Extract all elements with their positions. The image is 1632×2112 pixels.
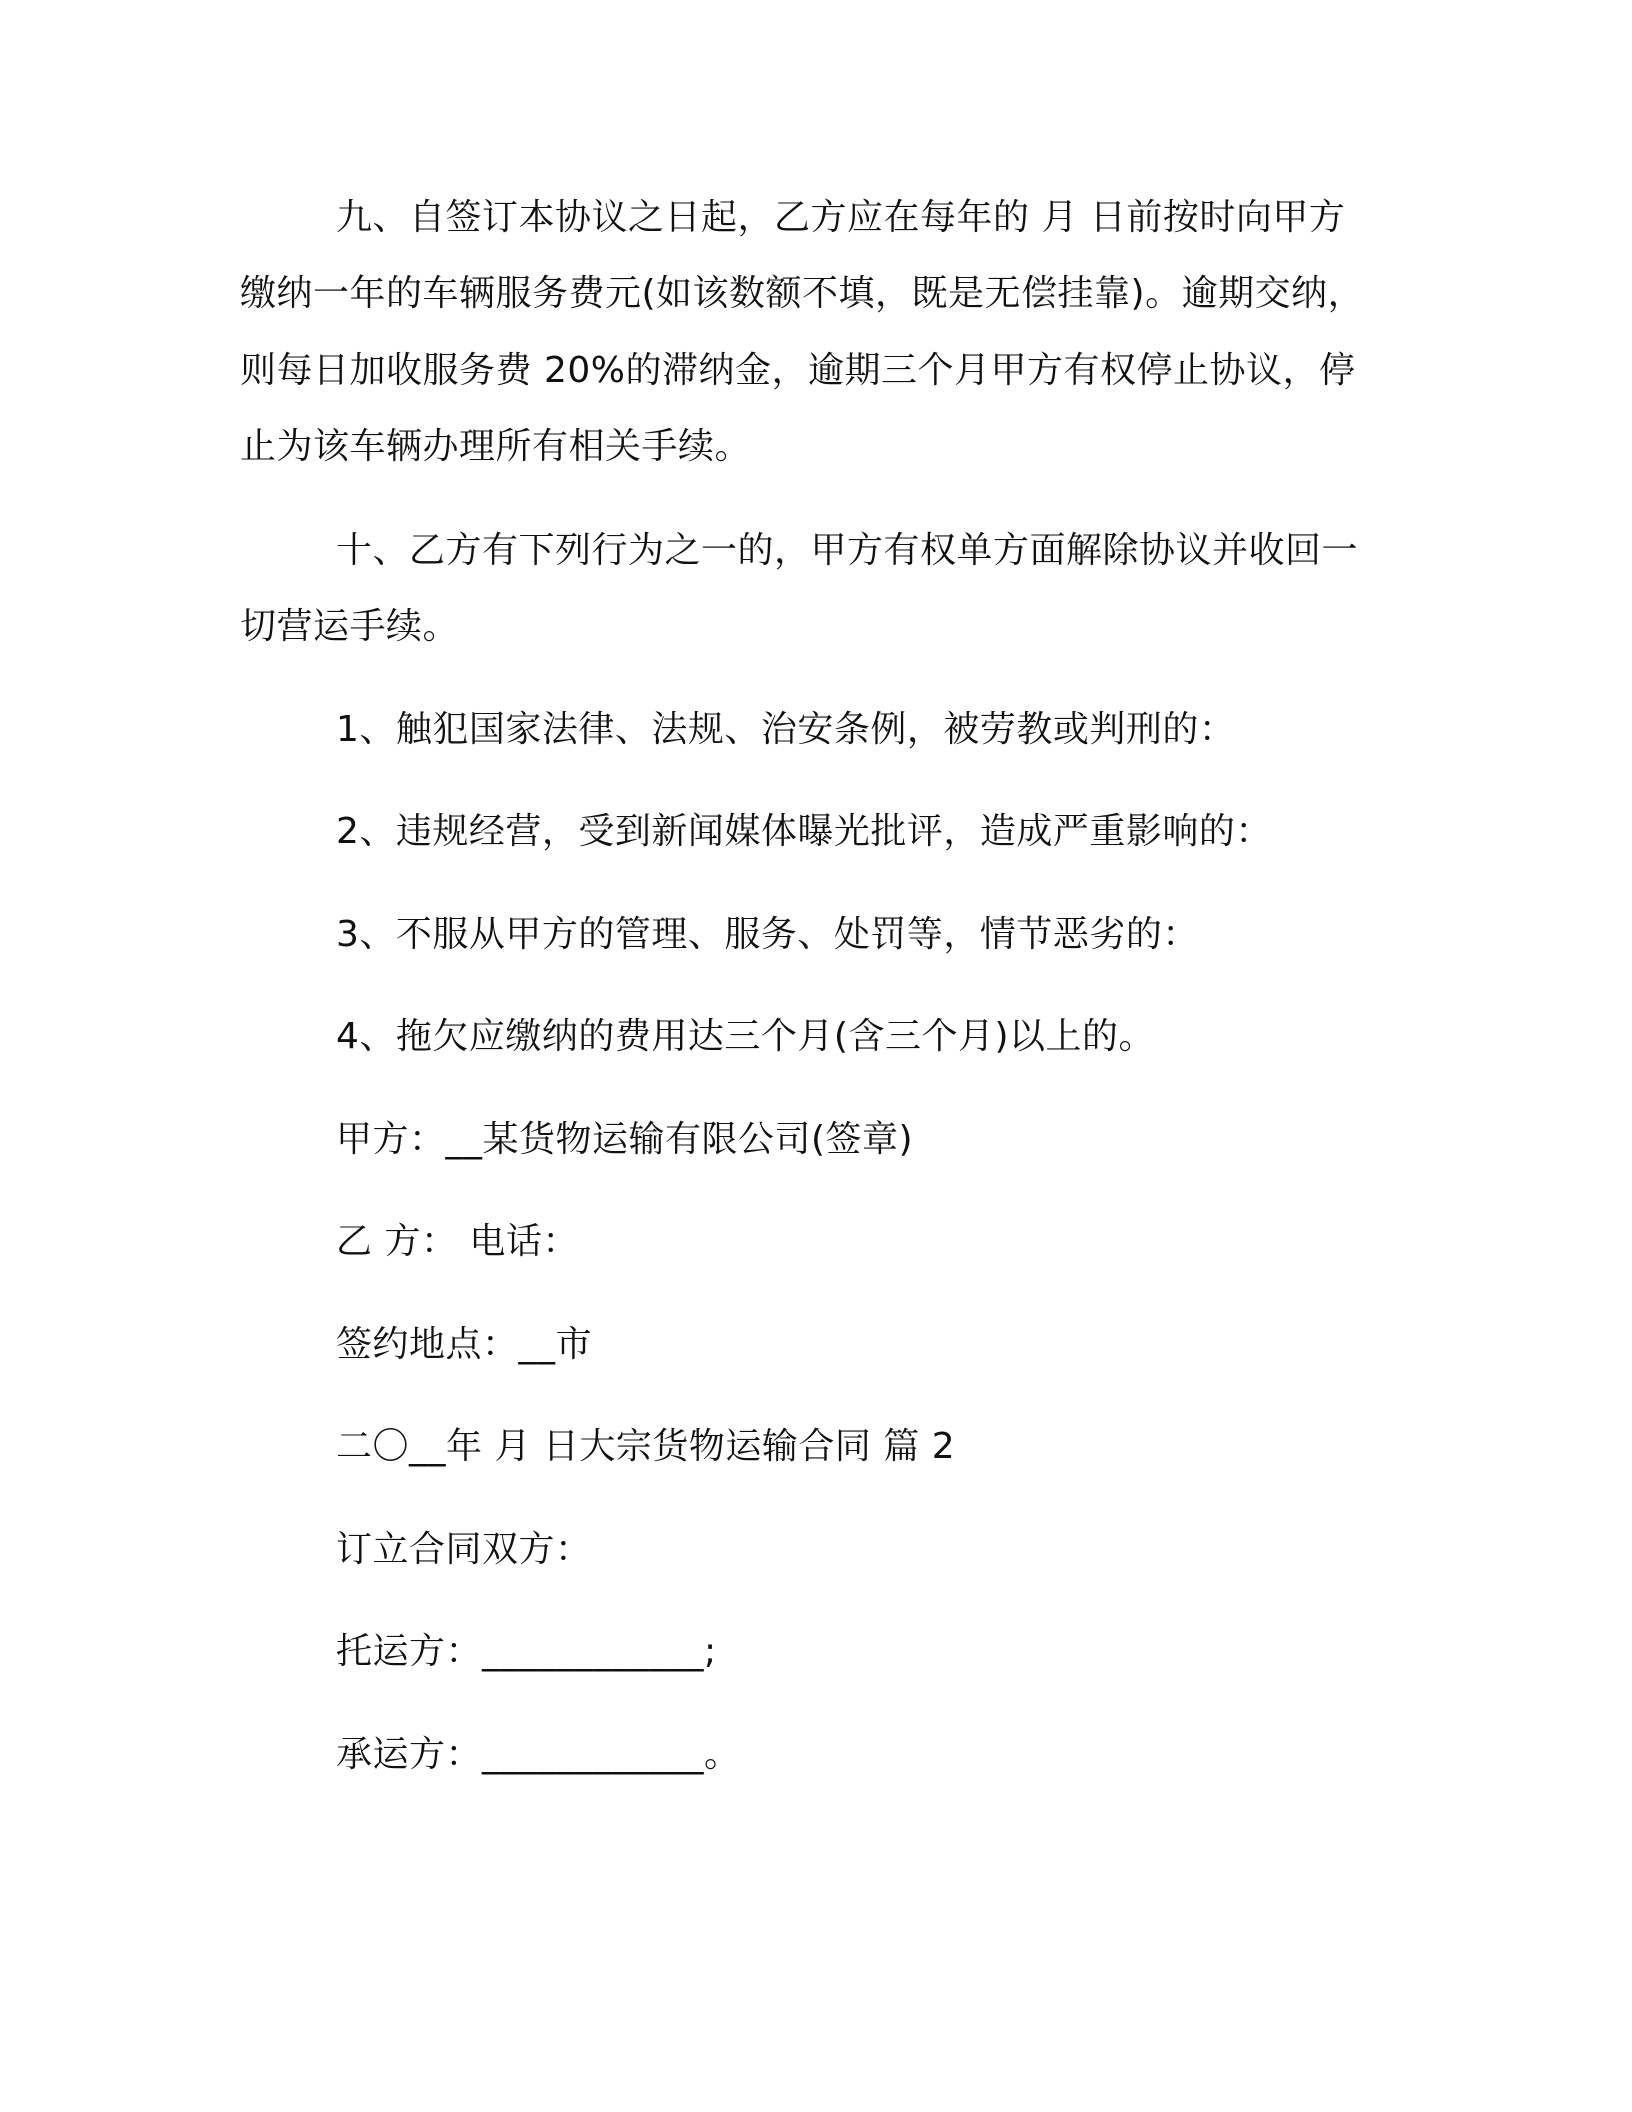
clause-10-line-1: 十、乙方有下列行为之一的，甲方有权单方面解除协议并收回一: [336, 530, 1359, 571]
party-a-line: 甲方：__某货物运输有限公司(签章): [336, 1119, 914, 1160]
list-item-4: 4、拖欠应缴纳的费用达三个月(含三个月)以上的。: [336, 1016, 1155, 1057]
consignor-line: 托运方：____________;: [336, 1631, 717, 1672]
list-item-2: 2、违规经营，受到新闻媒体曝光批评，造成严重影响的：: [336, 811, 1272, 852]
list-item-1: 1、触犯国家法律、法规、治安条例，被劳教或判刑的：: [336, 709, 1236, 750]
clause-10-line-2: 切营运手续。: [240, 606, 460, 647]
clause-9-line-1: 九、自签订本协议之日起，乙方应在每年的 月 日前按时向甲方: [336, 197, 1346, 238]
carrier-line: 承运方：____________。: [336, 1734, 741, 1775]
clause-9-line-2: 缴纳一年的车辆服务费元(如该数额不填，既是无偿挂靠)。逾期交纳，: [240, 273, 1365, 314]
section-2-title: 二〇__年 月 日大宗货物运输合同 篇 2: [336, 1426, 956, 1467]
clause-9-line-3: 则每日加收服务费 20%的滞纳金，逾期三个月甲方有权停止协议，停: [240, 350, 1356, 391]
sign-place-line: 签约地点：__市: [336, 1324, 593, 1365]
list-item-3: 3、不服从甲方的管理、服务、处罚等，情节恶劣的：: [336, 914, 1199, 955]
contract-parties-line: 订立合同双方：: [336, 1529, 592, 1570]
clause-9-line-4: 止为该车辆办理所有相关手续。: [240, 426, 752, 467]
party-b-line: 乙 方： 电话：: [336, 1221, 579, 1262]
